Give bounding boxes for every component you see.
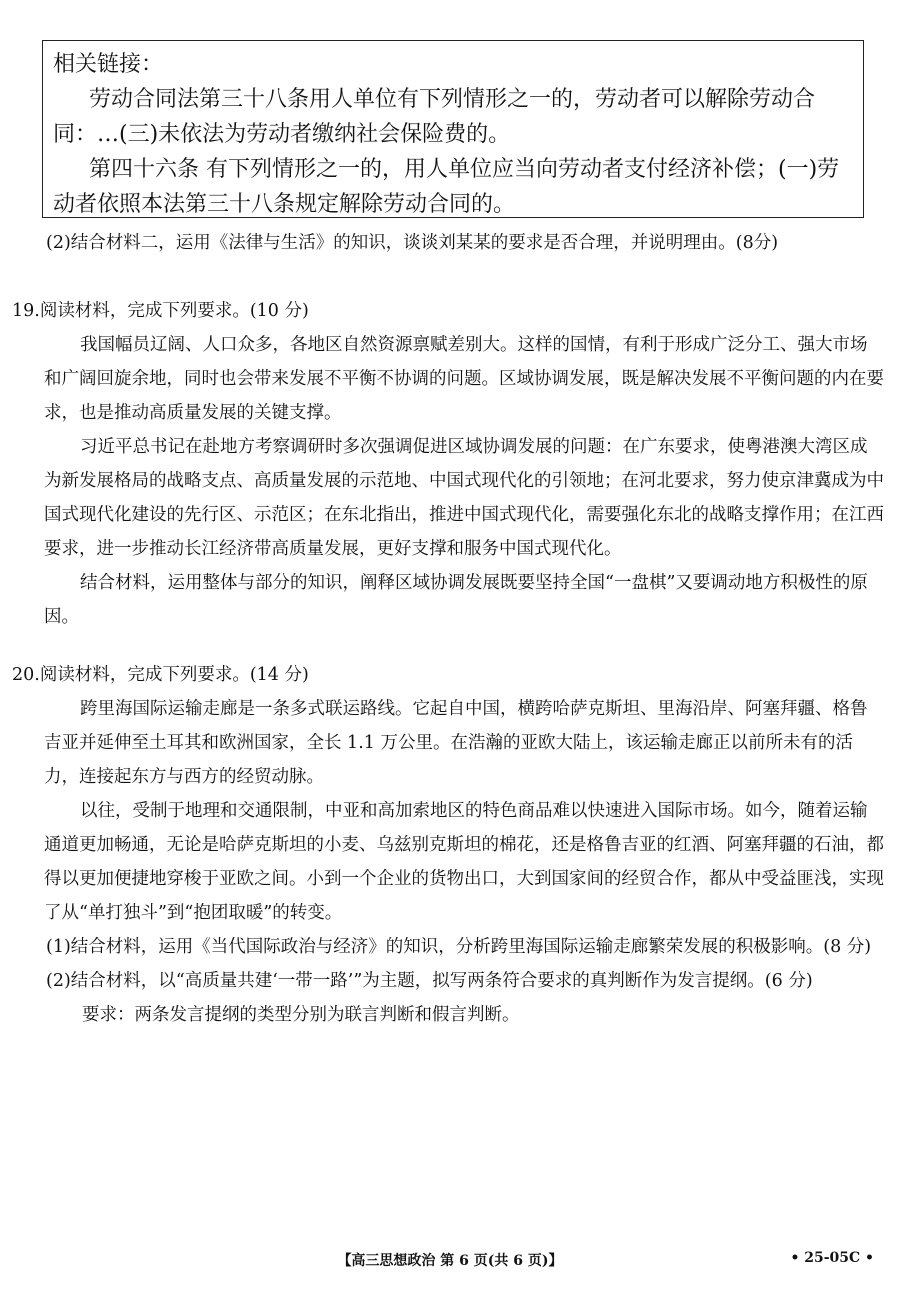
question-20	[12, 658, 884, 1032]
question-19-heading: 19.阅读材料，完成下列要求。(10 分)	[12, 301, 309, 321]
footer-exam-code: • 25-05C •	[790, 1250, 874, 1266]
question-20-part-1: (1)结合材料，运用《当代国际政治与经济》的知识，分析跨里海国际运输走廊繁荣发展的积极影响。(8 分)	[46, 937, 872, 957]
question-20-paragraph-2: 以往，受制于地理和交通限制，中亚和高加索地区的特色商品难以快速进入国际市场。如今，随着运输通道更加畅通，无论是哈萨克斯坦的小麦、乌兹别克斯坦的棉花，还是格鲁吉亚的红酒、阿塞拜疆的石油，都得以更加便捷地穿梭于亚欧之间。小到一个企业的货物出口，大到国家间的经贸合作，都从中受益匪浅，实现了从“单打独斗”到“抱团取暖”的转变。	[44, 801, 884, 923]
related-links-box	[42, 40, 864, 218]
page-footer	[0, 1246, 900, 1276]
question-19-paragraph-3: 结合材料，运用整体与部分的知识，阐释区域协调发展既要坚持全国“一盘棋”又要调动地方积极性的原因。	[44, 573, 868, 627]
question-19-paragraph-2: 习近平总书记在赴地方考察调研时多次强调促进区域协调发展的问题：在广东要求，使粤港澳大湾区成为新发展格局的战略支点、高质量发展的示范地、中国式现代化的引领地；在河北要求，努力使京津冀成为中国式现代化建设的先行区、示范区；在东北指出，推进中国式现代化，需要强化东北的战略支撑作用；在江西要求，进一步推动长江经济带高质量发展，更好支撑和服务中国式现代化。	[44, 437, 884, 559]
footer-page-info: 【高三思想政治 第 6 页(共 6 页)】	[337, 1253, 563, 1269]
related-links-article-46: 第四十六条 有下列情形之一的，用人单位应当向劳动者支付经济补偿；(一)劳动者依照本法第三十八条规定解除劳动合同的。	[53, 157, 840, 217]
question-20-requirement: 要求：两条发言提纲的类型分别为联言判断和假言判断。	[82, 1005, 520, 1025]
question-18-2-text: (2)结合材料二，运用《法律与生活》的知识，谈谈刘某某的要求是否合理，并说明理由。(8分)	[46, 233, 779, 253]
question-18-part-2	[46, 226, 884, 260]
related-links-title: 相关链接：	[53, 52, 164, 77]
question-20-part-2: (2)结合材料，以“高质量共建‘一带一路’”为主题，拟写两条符合要求的真判断作为发言提纲。(6 分)	[46, 971, 813, 991]
question-19	[12, 294, 884, 634]
question-19-paragraph-1: 我国幅员辽阔、人口众多，各地区自然资源禀赋差别大。这样的国情，有利于形成广泛分工、强大市场和广阔回旋余地，同时也会带来发展不平衡不协调的问题。区域协调发展，既是解决发展不平衡问题的内在要求，也是推动高质量发展的关键支撑。	[44, 335, 884, 423]
related-links-article-38: 劳动合同法第三十八条用人单位有下列情形之一的，劳动者可以解除劳动合同：…(三)未依法为劳动者缴纳社会保险费的。	[53, 87, 816, 147]
question-20-heading: 20.阅读材料，完成下列要求。(14 分)	[12, 665, 309, 685]
question-20-paragraph-1: 跨里海国际运输走廊是一条多式联运路线。它起自中国，横跨哈萨克斯坦、里海沿岸、阿塞拜疆、格鲁吉亚并延伸至土耳其和欧洲国家，全长 1.1 万公里。在浩瀚的亚欧大陆上，该运输走廊正以前所未有的活力，连接起东方与西方的经贸动脉。	[44, 699, 868, 787]
